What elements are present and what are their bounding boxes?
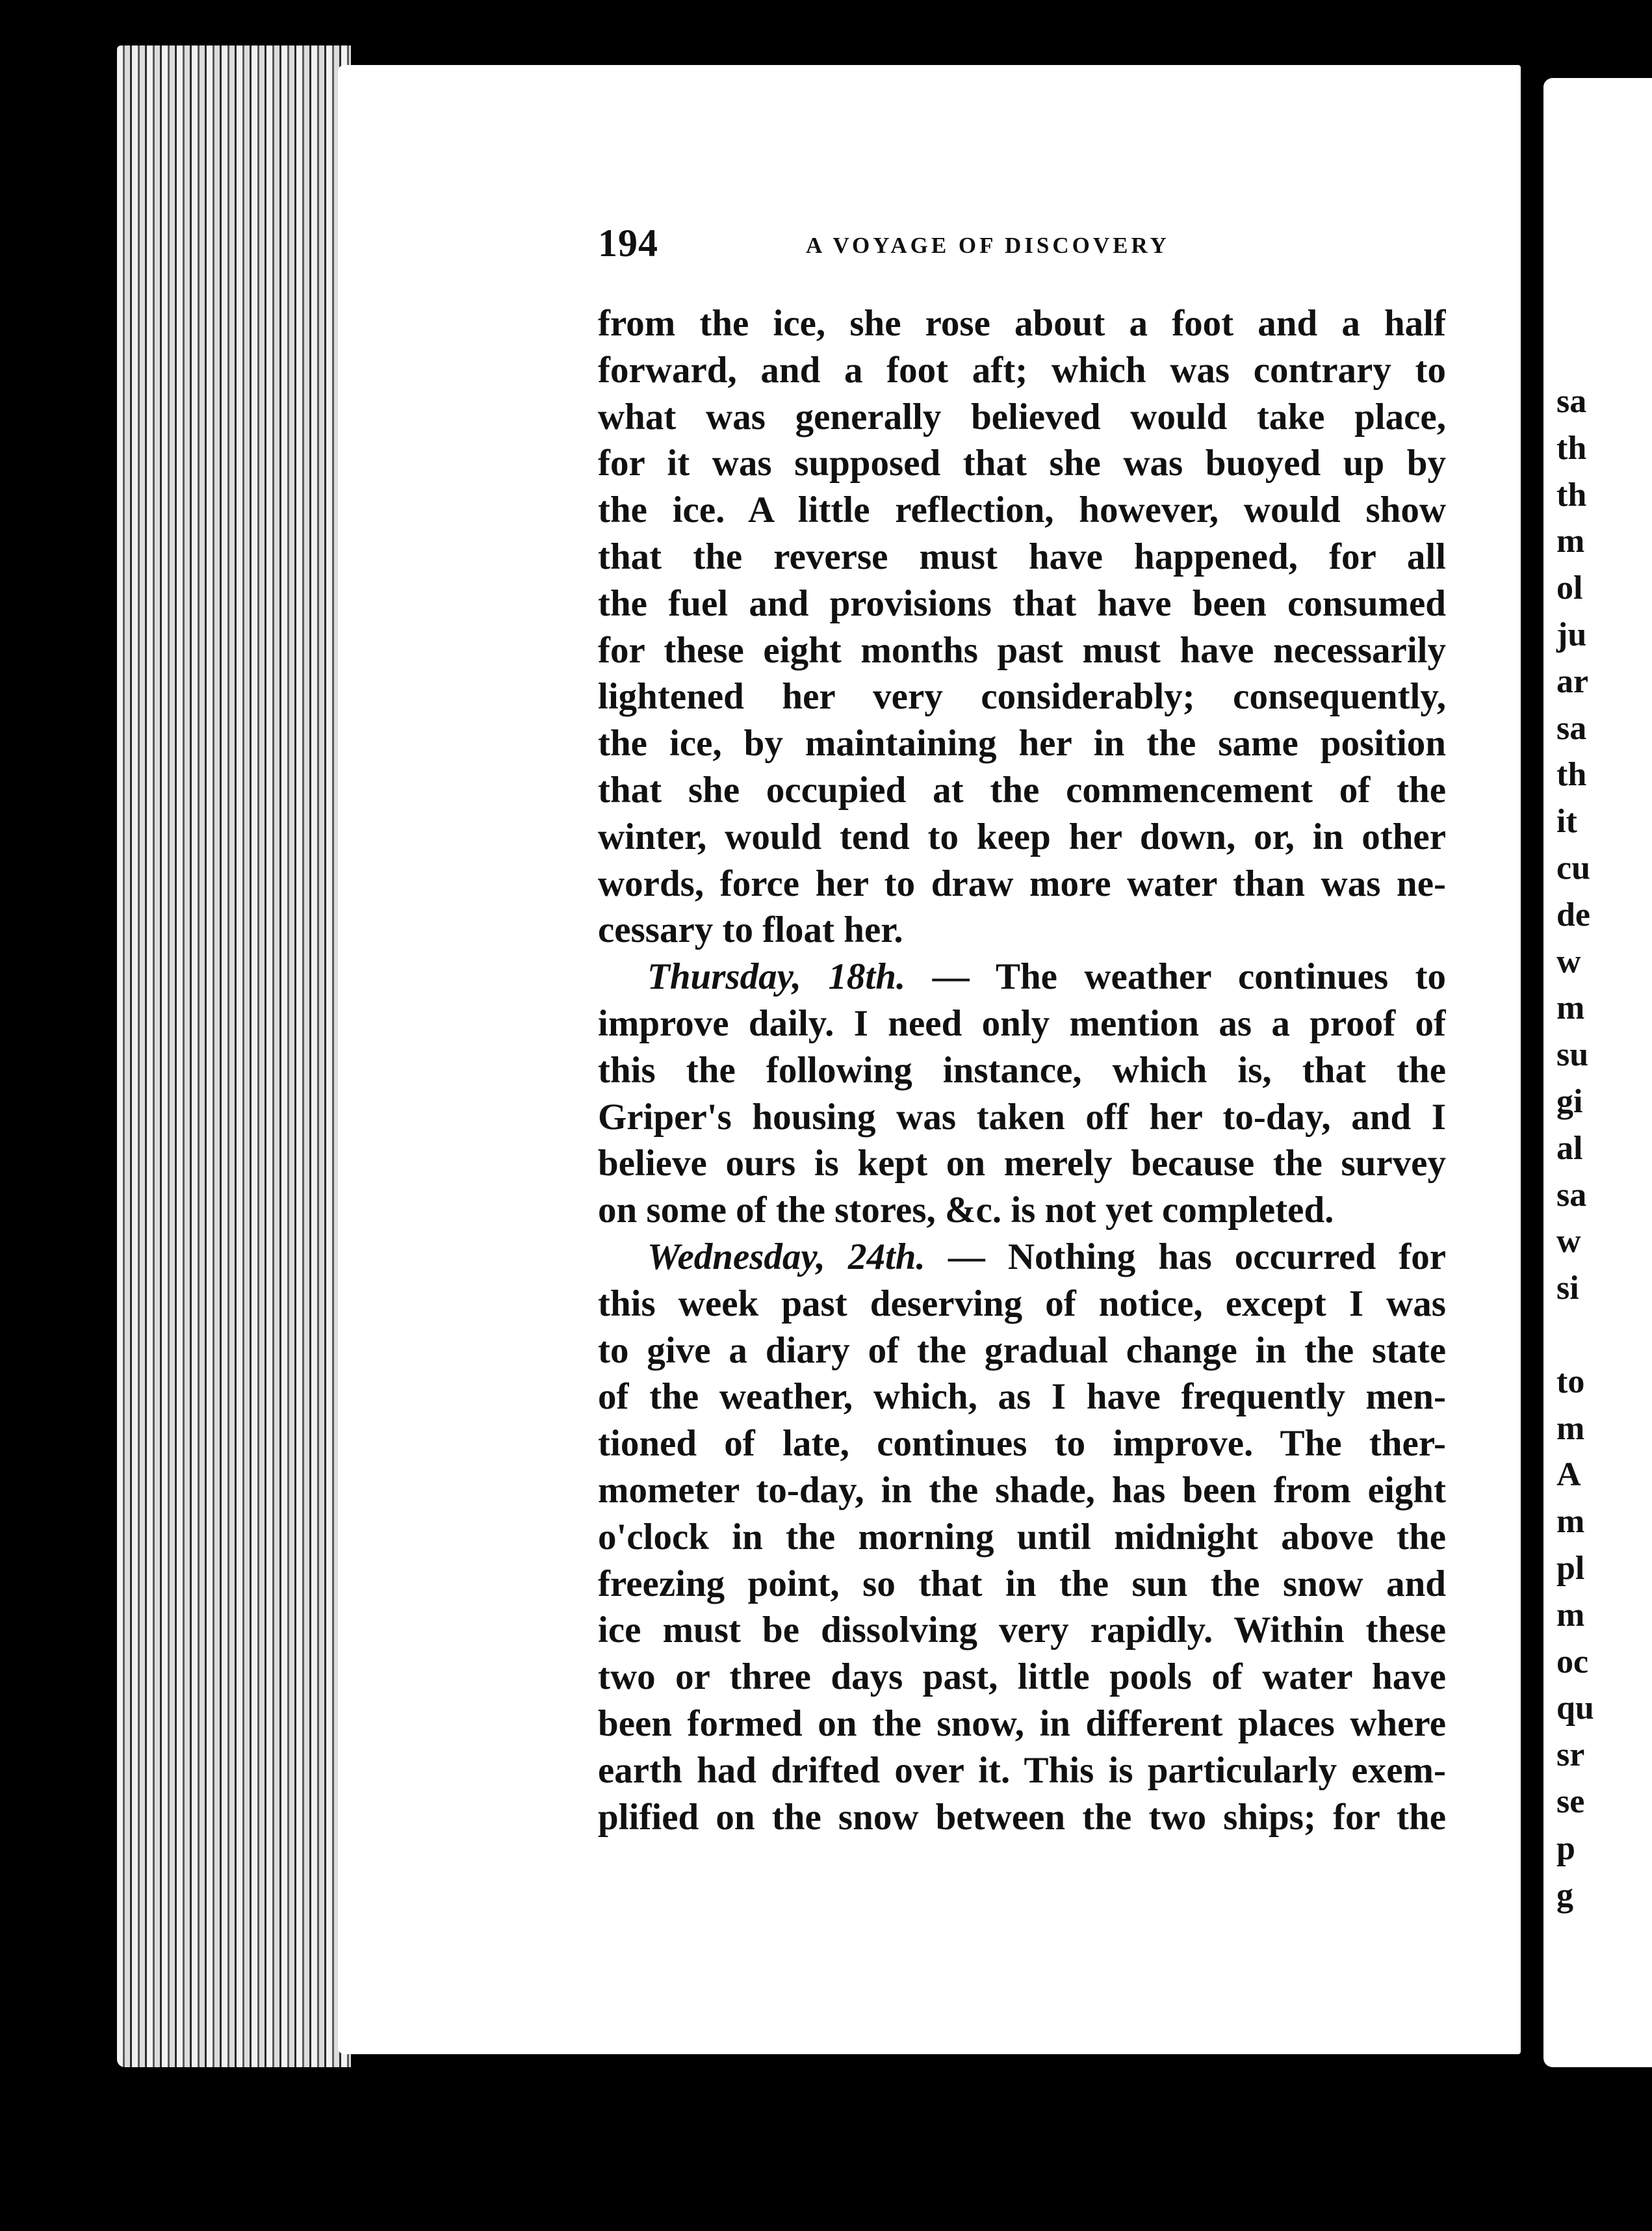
text-line: o'clock in the morning until midnight above the <box>598 1516 1446 1558</box>
facing-fragment: p <box>1556 1829 1575 1867</box>
text-line: earth had drifted over it. This is particularly exem- <box>598 1749 1446 1791</box>
facing-fragment: oc <box>1556 1643 1589 1680</box>
text-line: improve daily. I need only mention as a proof of <box>598 1002 1446 1044</box>
facing-page <box>1543 78 1652 2067</box>
entry-day: Wednesday, <box>647 1236 825 1277</box>
body-text <box>598 300 1446 1840</box>
facing-fragment: ju <box>1556 616 1587 653</box>
facing-fragment: su <box>1556 1036 1589 1074</box>
text-line: for it was supposed that she was buoyed up by <box>598 443 1446 484</box>
text-line: been formed on the snow, in different places where <box>598 1703 1446 1744</box>
facing-fragment: g <box>1556 1876 1573 1914</box>
facing-fragment: th <box>1556 429 1587 467</box>
facing-fragment: th <box>1556 756 1587 794</box>
facing-fragment: sr <box>1556 1736 1585 1774</box>
facing-fragment: m <box>1556 1503 1585 1541</box>
text-line: forward, and a foot aft; which was contrary to <box>598 349 1446 391</box>
paragraph-1 <box>598 300 1446 954</box>
facing-fragment: th <box>1556 476 1587 514</box>
facing-page-fragments <box>1543 378 1594 1918</box>
entry-date: 24th. <box>847 1236 925 1277</box>
facing-fragment: se <box>1556 1782 1585 1820</box>
facing-fragment: it <box>1556 803 1577 841</box>
facing-fragment: ol <box>1556 569 1583 607</box>
entry-day: Thursday, <box>647 956 802 998</box>
facing-fragment: sa <box>1556 709 1587 747</box>
facing-fragment: gi <box>1556 1082 1583 1120</box>
text-line: the ice, by maintaining her in the same position <box>598 723 1446 764</box>
text-line: the fuel and provisions that have been consumed <box>598 582 1446 624</box>
text-line: for these eight months past must have necessarily <box>598 629 1446 671</box>
text-line: believe ours is kept on merely because the survey <box>598 1143 1446 1184</box>
facing-fragment: A <box>1556 1456 1581 1494</box>
paragraph-3 <box>598 1234 1446 1840</box>
paragraph-2 <box>598 954 1446 1234</box>
facing-fragment: pl <box>1556 1549 1585 1587</box>
running-head: A VOYAGE OF DISCOVERY <box>806 233 1170 258</box>
text-line: tioned of late, continues to improve. The ther- <box>598 1423 1446 1465</box>
facing-fragment: de <box>1556 896 1590 933</box>
text-line: two or three days past, little pools of water have <box>598 1656 1446 1698</box>
page-header <box>598 221 1228 280</box>
text-line: what was generally believed would take place, <box>598 396 1446 437</box>
facing-fragment <box>1543 1312 1594 1359</box>
facing-fragment: m <box>1556 1596 1585 1634</box>
entry-line <box>598 1234 1446 1281</box>
facing-fragment: m <box>1556 523 1585 560</box>
facing-fragment: cu <box>1556 849 1590 887</box>
text-line: this week past deserving of notice, except I was <box>598 1283 1446 1324</box>
facing-fragment: sa <box>1556 383 1587 420</box>
facing-fragment: qu <box>1556 1690 1594 1727</box>
entry-date: 18th. <box>828 956 906 998</box>
text-line: this the following instance, which is, that the <box>598 1049 1446 1091</box>
facing-fragment: sa <box>1556 1176 1587 1214</box>
facing-fragment: m <box>1556 1409 1585 1447</box>
text-line: on some of the stores, &c. is not yet completed. <box>598 1190 1334 1231</box>
facing-fragment: ar <box>1556 662 1589 700</box>
entry-text: — Nothing has occurred for <box>948 1236 1446 1277</box>
facing-fragment: w <box>1556 943 1581 980</box>
text-line: Griper's housing was taken off her to-day, and I <box>598 1096 1446 1138</box>
text-line: from the ice, she rose about a foot and a half <box>598 303 1446 344</box>
text-line: freezing point, so that in the sun the snow and <box>598 1563 1446 1604</box>
page-edges <box>117 46 351 2067</box>
text-line: of the weather, which, as I have frequently men- <box>598 1376 1446 1418</box>
text-line: cessary to float her. <box>598 909 903 951</box>
text-line: plified on the snow between the two ships; for the <box>598 1796 1446 1838</box>
facing-fragment: w <box>1556 1223 1581 1260</box>
text-line: to give a diary of the gradual change in the state <box>598 1329 1446 1371</box>
entry-text: — The weather continues to <box>932 956 1446 998</box>
facing-fragment: si <box>1556 1270 1579 1307</box>
page-number: 194 <box>598 222 658 265</box>
text-line: ice must be dissolving very rapidly. Within these <box>598 1610 1446 1651</box>
entry-line <box>598 954 1446 1000</box>
text-line: words, force her to draw more water than was ne- <box>598 863 1446 904</box>
facing-fragment: al <box>1556 1129 1583 1167</box>
text-line: lightened her very considerably; consequently, <box>598 676 1446 718</box>
text-line: that the reverse must have happened, for all <box>598 536 1446 577</box>
facing-fragment: m <box>1556 989 1585 1027</box>
text-line: winter, would tend to keep her down, or, in other <box>598 816 1446 857</box>
text-line: that she occupied at the commencement of the <box>598 769 1446 811</box>
text-line: mometer to-day, in the shade, has been from eight <box>598 1469 1446 1511</box>
facing-fragment: to <box>1556 1363 1585 1400</box>
text-line: the ice. A little reflection, however, would show <box>598 489 1446 531</box>
